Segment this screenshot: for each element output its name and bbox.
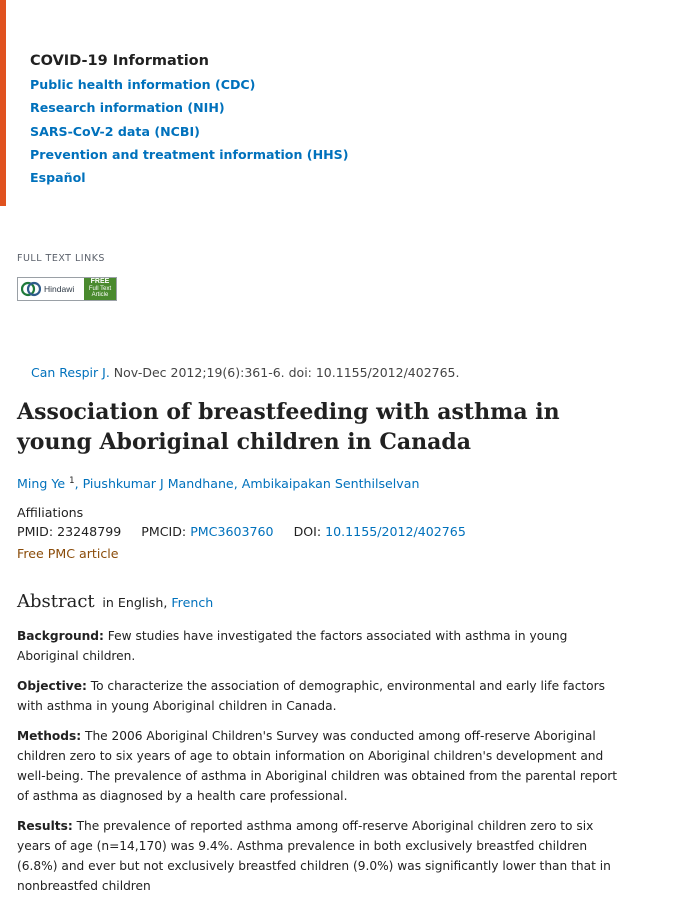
abstract-body — [17, 626, 623, 906]
pmcid-link[interactable]: PMC3603760 — [190, 524, 274, 539]
abstract-section-text: The prevalence of reported asthma among off-reserve Aboriginal children zero to six years of age (n=14,170) was 9.4%. Asthma prevalence in both exclusively breastfed children (6.8%) and ever but not exclusively breastfed children (9.0%) was significantly lower than that in nonbreastfed children — [17, 819, 611, 893]
full-text-tag-line: Full Text — [88, 285, 112, 292]
hindawi-full-text-button[interactable] — [17, 277, 117, 301]
abstract-section-label: Methods: — [17, 729, 82, 743]
hindawi-name: Hindawi — [44, 284, 75, 294]
article-title: Association of breastfeeding with asthma in young Aboriginal children in Canada — [17, 399, 560, 455]
free-pmc-article-link[interactable]: Free PMC article — [17, 546, 119, 561]
author-separator: , — [233, 476, 242, 491]
hindawi-logo-icon — [21, 281, 41, 297]
covid-link-nih[interactable]: Research information (NIH) — [30, 100, 225, 116]
covid-link-espanol[interactable]: Español — [30, 170, 86, 186]
covid-links — [30, 77, 348, 193]
abstract-section-text: To characterize the association of demographic, environmental and early life factors with asthma in young Aboriginal children in Canada. — [17, 679, 605, 713]
covid-info-box — [0, 0, 680, 206]
free-tag-line: FREE — [90, 278, 110, 286]
abstract-section-label: Background: — [17, 629, 104, 643]
abstract-lang-prefix: in English, — [102, 595, 172, 610]
abstract-section-label: Objective: — [17, 679, 87, 693]
abstract-title: Abstract — [17, 591, 95, 612]
covid-title: COVID-19 Information — [30, 53, 209, 69]
affiliations-toggle[interactable]: Affiliations — [17, 505, 84, 520]
abstract-section-text: The 2006 Aboriginal Children's Survey was conducted among off-reserve Aboriginal children zero to six years of age to obtain information on Aboriginal children's development and well-being. The prevalence of asthma in Aboriginal children was obtained from the parental report of asthma as diagnosed by a health care professional. — [17, 729, 618, 803]
author-link[interactable]: Ambikaipakan Senthilselvan — [241, 476, 420, 491]
author-list — [17, 476, 419, 491]
abstract-section-label: Results: — [17, 819, 73, 833]
author-affiliation-sup[interactable]: 1 — [69, 476, 75, 486]
hindawi-logo-area — [18, 278, 84, 300]
doi-label: DOI: — [293, 524, 326, 539]
citation — [31, 365, 459, 380]
covid-link-hhs[interactable]: Prevention and treatment information (HHS) — [30, 146, 349, 162]
abstract-section — [17, 816, 623, 896]
abstract-section — [17, 676, 623, 716]
abstract-french-link[interactable]: French — [171, 595, 214, 610]
abstract-language — [102, 595, 213, 610]
abstract-section — [17, 726, 623, 806]
free-full-text-tag — [84, 278, 116, 300]
pmcid-label: PMCID: — [141, 524, 191, 539]
pmid-label: PMID: — [17, 524, 58, 539]
article-identifiers — [17, 524, 466, 539]
doi-link[interactable]: 10.1155/2012/402765 — [325, 524, 466, 539]
author-separator: , — [74, 476, 83, 491]
covid-link-ncbi[interactable]: SARS-CoV-2 data (NCBI) — [30, 123, 200, 139]
abstract-section — [17, 626, 623, 666]
abstract-section-text: Few studies have investigated the factors associated with asthma in young Aboriginal children. — [17, 629, 568, 663]
article-tag-line: Article — [91, 292, 109, 299]
author-link[interactable]: Ming Ye — [17, 476, 66, 491]
author-link[interactable]: Piushkumar J Mandhane — [82, 476, 234, 491]
abstract-heading — [17, 591, 213, 612]
journal-link[interactable]: Can Respir J. — [31, 365, 110, 380]
pmid-value: 23248799 — [57, 524, 122, 539]
full-text-links-label: FULL TEXT LINKS — [17, 253, 105, 264]
covid-link-cdc[interactable]: Public health information (CDC) — [30, 77, 256, 92]
citation-details: Nov-Dec 2012;19(6):361-6. doi: 10.1155/2012/402765. — [109, 365, 460, 380]
